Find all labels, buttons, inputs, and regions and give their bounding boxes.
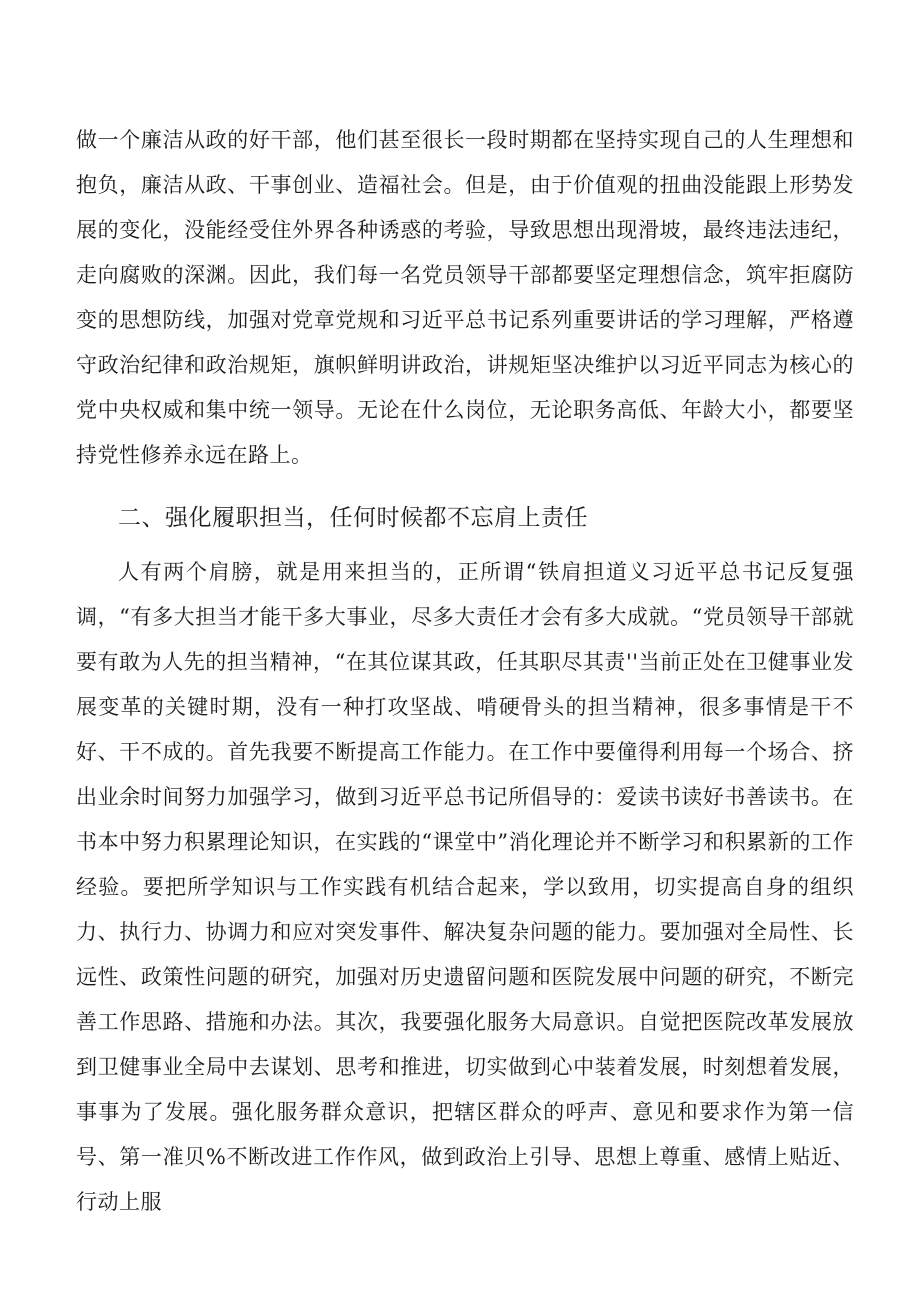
body-paragraph-section-2: 人有两个肩膀，就是用来担当的，正所谓“铁肩担道义习近平总书记反复强调，“有多大担当才能干多大事业，尽多大责任才会有多大成就。“党员领导干部就要有敢为人先的担当精神，“在其位谋其政，任其职尽其责''当前正处在卫健事业发展变革的关键时期，没有一种打攻坚战、啃硬骨头的担当精神，很多事情是干不好、干不成的。首先我要不断提高工作能力。在工作中要僮得利用每一个场合、挤出业余时间努力加强学习，做到习近平总书记所倡导的：爱读书读好书善读书。在书本中努力积累理论知识，在实践的“课堂中”消化理论并不断学习和积累新的工作经验。要把所学知识与工作实践有机结合起来，学以致用，切实提高自身的组织力、执行力、协调力和应对突发事件、解决复杂问题的能力。要加强对全局性、长远性、政策性问题的研究，加强对历史遗留问题和医院发展中问题的研究，不断完善工作思路、措施和办法。其次，我要强化服务大局意识。自觉把医院改革发展放到卫健事业全局中去谋划、思考和推进，切实做到心中装着发展，时刻想着发展，事事为了发展。强化服务群众意识，把辖区群众的呼声、意见和要求作为第一信号、第一准贝%不断改进工作作风，做到政治上引导、思想上尊重、感情上贴近、行动上服 (76, 560, 854, 1214)
body-paragraph-continued: 做一个廉洁从政的好干部，他们甚至很长一段时期都在坚持实现自己的人生理想和抱负，廉洁从政、干事创业、造福社会。但是，由于价值观的扭曲没能跟上形势发展的变化，没能经受住外界各种诱惑的考验，导致思想出现滑坡，最终违法违纪，走向腐败的深渊。因此，我们每一名党员领导干部都要坚定理想信念，筑牢拒腐防变的思想防线，加强对党章党规和习近平总书记系列重要讲话的学习理解，严格遵守政治纪律和政治规矩，旗帜鲜明讲政治，讲规矩坚决维护以习近平同志为核心的党中央权威和集中统一领导。无论在什么岗位，无论职务高低、年龄大小，都要坚持党性修养永远在路上。 (76, 128, 854, 467)
document-page (76, 118, 854, 1225)
section-heading-2: 二、强化履职担当，任何时候都不忘肩上责任 (118, 505, 588, 531)
